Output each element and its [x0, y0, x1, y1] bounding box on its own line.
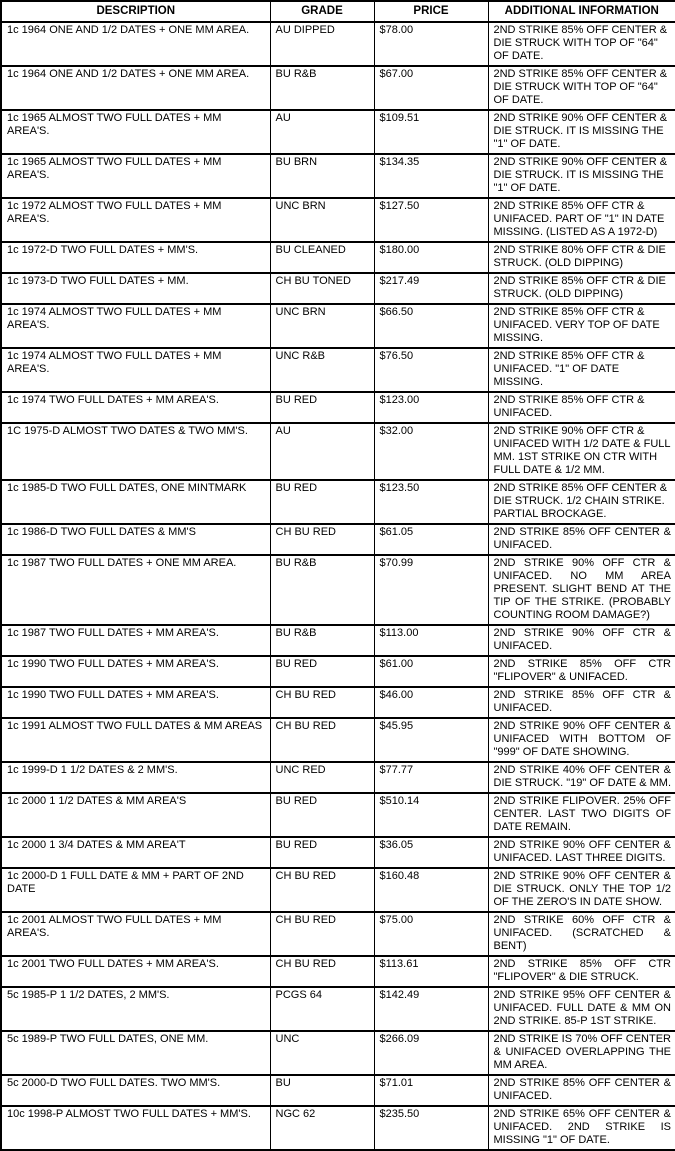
grade-cell: BU R&B	[270, 555, 374, 625]
grade-cell: BU R&B	[270, 625, 374, 656]
description-cell: 1c 1990 TWO FULL DATES + MM AREA'S.	[1, 656, 270, 687]
price-cell: $113.61	[374, 956, 488, 987]
description-cell: 1c 1991 ALMOST TWO FULL DATES & MM AREAS	[1, 718, 270, 762]
grade-cell: CH BU RED	[270, 912, 374, 956]
description-cell: 10c 1998-P ALMOST TWO FULL DATES + MM'S.	[1, 1106, 270, 1150]
price-cell: $217.49	[374, 273, 488, 304]
info-cell: 2ND STRIKE 85% OFF CENTER & DIE STRUCK WITH TOP OF "64" OF DATE.	[488, 22, 675, 66]
table-row	[1, 625, 675, 656]
info-cell: 2ND STRIKE 90% OFF CTR & UNIFACED WITH 1/2 DATE & FULL MM. 1ST STRIKE ON CTR WITH FULL DATE & 1/2 MM.	[488, 423, 675, 480]
grade-cell: CH BU RED	[270, 524, 374, 555]
price-cell: $61.05	[374, 524, 488, 555]
table-row	[1, 304, 675, 348]
table-row	[1, 837, 675, 868]
price-cell: $160.48	[374, 868, 488, 912]
table-row	[1, 198, 675, 242]
grade-cell: BU RED	[270, 480, 374, 524]
grade-cell: CH BU RED	[270, 868, 374, 912]
table-row	[1, 1075, 675, 1106]
price-cell: $78.00	[374, 22, 488, 66]
grade-cell: BU RED	[270, 837, 374, 868]
table-row	[1, 762, 675, 793]
description-cell: 1c 2001 ALMOST TWO FULL DATES + MM AREA'S.	[1, 912, 270, 956]
table-body	[1, 22, 675, 1150]
info-cell: 2ND STRIKE 85% OFF CTR & DIE STRUCK. (OLD DIPPING)	[488, 273, 675, 304]
grade-cell: UNC BRN	[270, 304, 374, 348]
table-row	[1, 687, 675, 718]
description-cell: 1c 1999-D 1 1/2 DATES & 2 MM'S.	[1, 762, 270, 793]
info-cell: 2ND STRIKE 80% OFF CTR & DIE STRUCK. (OLD DIPPING)	[488, 242, 675, 273]
price-cell: $36.05	[374, 837, 488, 868]
grade-cell: BU	[270, 1075, 374, 1106]
table-row	[1, 987, 675, 1031]
description-cell: 1c 1965 ALMOST TWO FULL DATES + MM AREA'S.	[1, 110, 270, 154]
table-row	[1, 242, 675, 273]
price-cell: $67.00	[374, 66, 488, 110]
table-row	[1, 718, 675, 762]
info-cell: 2ND STRIKE 65% OFF CENTER & UNIFACED. 2ND STRIKE IS MISSING "1" OF DATE.	[488, 1106, 675, 1150]
price-cell: $45.95	[374, 718, 488, 762]
description-cell: 5c 2000-D TWO FULL DATES. TWO MM'S.	[1, 1075, 270, 1106]
description-cell: 1c 2001 TWO FULL DATES + MM AREA'S.	[1, 956, 270, 987]
info-cell: 2ND STRIKE 90% OFF CENTER & DIE STRUCK. IT IS MISSING THE "1" OF DATE.	[488, 154, 675, 198]
grade-cell: UNC RED	[270, 762, 374, 793]
info-cell: 2ND STRIKE 90% OFF CTR & UNIFACED.	[488, 625, 675, 656]
info-cell: 2ND STRIKE 85% OFF CTR & UNIFACED.	[488, 392, 675, 423]
table-row	[1, 656, 675, 687]
table-row	[1, 524, 675, 555]
table-row	[1, 110, 675, 154]
price-cell: $66.50	[374, 304, 488, 348]
grade-cell: BU RED	[270, 793, 374, 837]
price-cell: $32.00	[374, 423, 488, 480]
grade-cell: AU	[270, 423, 374, 480]
price-cell: $510.14	[374, 793, 488, 837]
price-cell: $235.50	[374, 1106, 488, 1150]
price-cell: $71.01	[374, 1075, 488, 1106]
table-row	[1, 273, 675, 304]
description-cell: 1c 1987 TWO FULL DATES + ONE MM AREA.	[1, 555, 270, 625]
description-cell: 1c 2000-D 1 FULL DATE & MM + PART OF 2ND DATE	[1, 868, 270, 912]
table-row	[1, 956, 675, 987]
table-row	[1, 480, 675, 524]
table-row	[1, 1106, 675, 1150]
grade-cell: UNC	[270, 1031, 374, 1075]
info-cell: 2ND STRIKE 85% OFF CTR & UNIFACED. "1" OF DATE MISSING.	[488, 348, 675, 392]
info-cell: 2ND STRIKE 85% OFF CENTER & DIE STRUCK. 1/2 CHAIN STRIKE. PARTIAL BROCKAGE.	[488, 480, 675, 524]
price-cell: $123.50	[374, 480, 488, 524]
info-cell: 2ND STRIKE 90% OFF CTR & UNIFACED. NO MM AREA PRESENT. SLIGHT BEND AT THE TIP OF THE STRIKE. (PROBABLY COUNTING ROOM DAMAGE?)	[488, 555, 675, 625]
price-cell: $123.00	[374, 392, 488, 423]
table-row	[1, 423, 675, 480]
price-cell: $134.35	[374, 154, 488, 198]
description-cell: 1c 1972-D TWO FULL DATES + MM'S.	[1, 242, 270, 273]
info-cell: 2ND STRIKE 60% OFF CTR & UNIFACED. (SCRATCHED & BENT)	[488, 912, 675, 956]
grade-cell: UNC BRN	[270, 198, 374, 242]
price-cell: $142.49	[374, 987, 488, 1031]
price-cell: $46.00	[374, 687, 488, 718]
grade-cell: PCGS 64	[270, 987, 374, 1031]
description-cell: 1c 1990 TWO FULL DATES + MM AREA'S.	[1, 687, 270, 718]
grade-cell: CH BU TONED	[270, 273, 374, 304]
table-row	[1, 1031, 675, 1075]
table-row	[1, 154, 675, 198]
info-cell: 2ND STRIKE IS 70% OFF CENTER & UNIFACED OVERLAPPING THE MM AREA.	[488, 1031, 675, 1075]
price-cell: $127.50	[374, 198, 488, 242]
info-cell: 2ND STRIKE 85% OFF CTR "FLIPOVER" & DIE STRUCK.	[488, 956, 675, 987]
table-row	[1, 392, 675, 423]
grade-cell: BU RED	[270, 392, 374, 423]
table-row	[1, 348, 675, 392]
description-cell: 1c 1974 ALMOST TWO FULL DATES + MM AREA'S.	[1, 304, 270, 348]
table-row	[1, 22, 675, 66]
description-cell: 1c 2000 1 3/4 DATES & MM AREA'T	[1, 837, 270, 868]
grade-cell: UNC R&B	[270, 348, 374, 392]
price-cell: $75.00	[374, 912, 488, 956]
table-row	[1, 555, 675, 625]
grade-cell: BU R&B	[270, 66, 374, 110]
price-cell: $266.09	[374, 1031, 488, 1075]
info-cell: 2ND STRIKE 85% OFF CENTER & UNIFACED.	[488, 524, 675, 555]
info-cell: 2ND STRIKE 90% OFF CENTER & UNIFACED. LAST THREE DIGITS.	[488, 837, 675, 868]
grade-cell: CH BU RED	[270, 956, 374, 987]
grade-cell: CH BU RED	[270, 687, 374, 718]
price-cell: $76.50	[374, 348, 488, 392]
description-cell: 1C 1975-D ALMOST TWO DATES & TWO MM'S.	[1, 423, 270, 480]
grade-cell: NGC 62	[270, 1106, 374, 1150]
info-cell: 2ND STRIKE 90% OFF CENTER & DIE STRUCK. IT IS MISSING THE "1" OF DATE.	[488, 110, 675, 154]
price-cell: $77.77	[374, 762, 488, 793]
price-cell: $109.51	[374, 110, 488, 154]
grade-cell: AU	[270, 110, 374, 154]
column-header-grade: GRADE	[270, 1, 374, 22]
description-cell: 1c 2000 1 1/2 DATES & MM AREA'S	[1, 793, 270, 837]
info-cell: 2ND STRIKE 90% OFF CENTER & UNIFACED WITH BOTTOM OF "999" OF DATE SHOWING.	[488, 718, 675, 762]
description-cell: 5c 1989-P TWO FULL DATES, ONE MM.	[1, 1031, 270, 1075]
price-cell: $180.00	[374, 242, 488, 273]
table-header-row	[1, 1, 675, 22]
info-cell: 2ND STRIKE 90% OFF CENTER & DIE STRUCK. ONLY THE TOP 1/2 OF THE ZERO'S IN DATE SHOW.	[488, 868, 675, 912]
table-row	[1, 868, 675, 912]
price-cell: $70.99	[374, 555, 488, 625]
description-cell: 1c 1985-D TWO FULL DATES, ONE MINTMARK	[1, 480, 270, 524]
grade-cell: BU BRN	[270, 154, 374, 198]
grade-cell: AU DIPPED	[270, 22, 374, 66]
description-cell: 1c 1964 ONE AND 1/2 DATES + ONE MM AREA.	[1, 22, 270, 66]
description-cell: 1c 1986-D TWO FULL DATES & MM'S	[1, 524, 270, 555]
info-cell: 2ND STRIKE 85% OFF CTR & UNIFACED.	[488, 687, 675, 718]
column-header-description: DESCRIPTION	[1, 1, 270, 22]
info-cell: 2ND STRIKE 85% OFF CENTER & DIE STRUCK WITH TOP OF "64" OF DATE.	[488, 66, 675, 110]
price-cell: $61.00	[374, 656, 488, 687]
description-cell: 1c 1987 TWO FULL DATES + MM AREA'S.	[1, 625, 270, 656]
info-cell: 2ND STRIKE 85% OFF CTR "FLIPOVER" & UNIFACED.	[488, 656, 675, 687]
info-cell: 2ND STRIKE 85% OFF CENTER & UNIFACED.	[488, 1075, 675, 1106]
description-cell: 1c 1972 ALMOST TWO FULL DATES + MM AREA'S.	[1, 198, 270, 242]
description-cell: 1c 1974 TWO FULL DATES + MM AREA'S.	[1, 392, 270, 423]
column-header-price: PRICE	[374, 1, 488, 22]
description-cell: 1c 1973-D TWO FULL DATES + MM.	[1, 273, 270, 304]
grade-cell: BU RED	[270, 656, 374, 687]
info-cell: 2ND STRIKE FLIPOVER. 25% OFF CENTER. LAST TWO DIGITS OF DATE REMAIN.	[488, 793, 675, 837]
grade-cell: BU CLEANED	[270, 242, 374, 273]
info-cell: 2ND STRIKE 85% OFF CTR & UNIFACED. VERY TOP OF DATE MISSING.	[488, 304, 675, 348]
table-row	[1, 793, 675, 837]
info-cell: 2ND STRIKE 40% OFF CENTER & DIE STRUCK. "19" OF DATE & MM.	[488, 762, 675, 793]
column-header-additional-information: ADDITIONAL INFORMATION	[488, 1, 675, 22]
info-cell: 2ND STRIKE 85% OFF CTR & UNIFACED. PART OF "1" IN DATE MISSING. (LISTED AS A 1972-D)	[488, 198, 675, 242]
description-cell: 1c 1965 ALMOST TWO FULL DATES + MM AREA'S.	[1, 154, 270, 198]
table-row	[1, 912, 675, 956]
price-cell: $113.00	[374, 625, 488, 656]
description-cell: 1c 1974 ALMOST TWO FULL DATES + MM AREA'S.	[1, 348, 270, 392]
description-cell: 5c 1985-P 1 1/2 DATES, 2 MM'S.	[1, 987, 270, 1031]
grade-cell: CH BU RED	[270, 718, 374, 762]
info-cell: 2ND STRIKE 95% OFF CENTER & UNIFACED. FULL DATE & MM ON 2ND STRIKE. 85-P 1ST STRIKE.	[488, 987, 675, 1031]
description-cell: 1c 1964 ONE AND 1/2 DATES + ONE MM AREA.	[1, 66, 270, 110]
table-row	[1, 66, 675, 110]
